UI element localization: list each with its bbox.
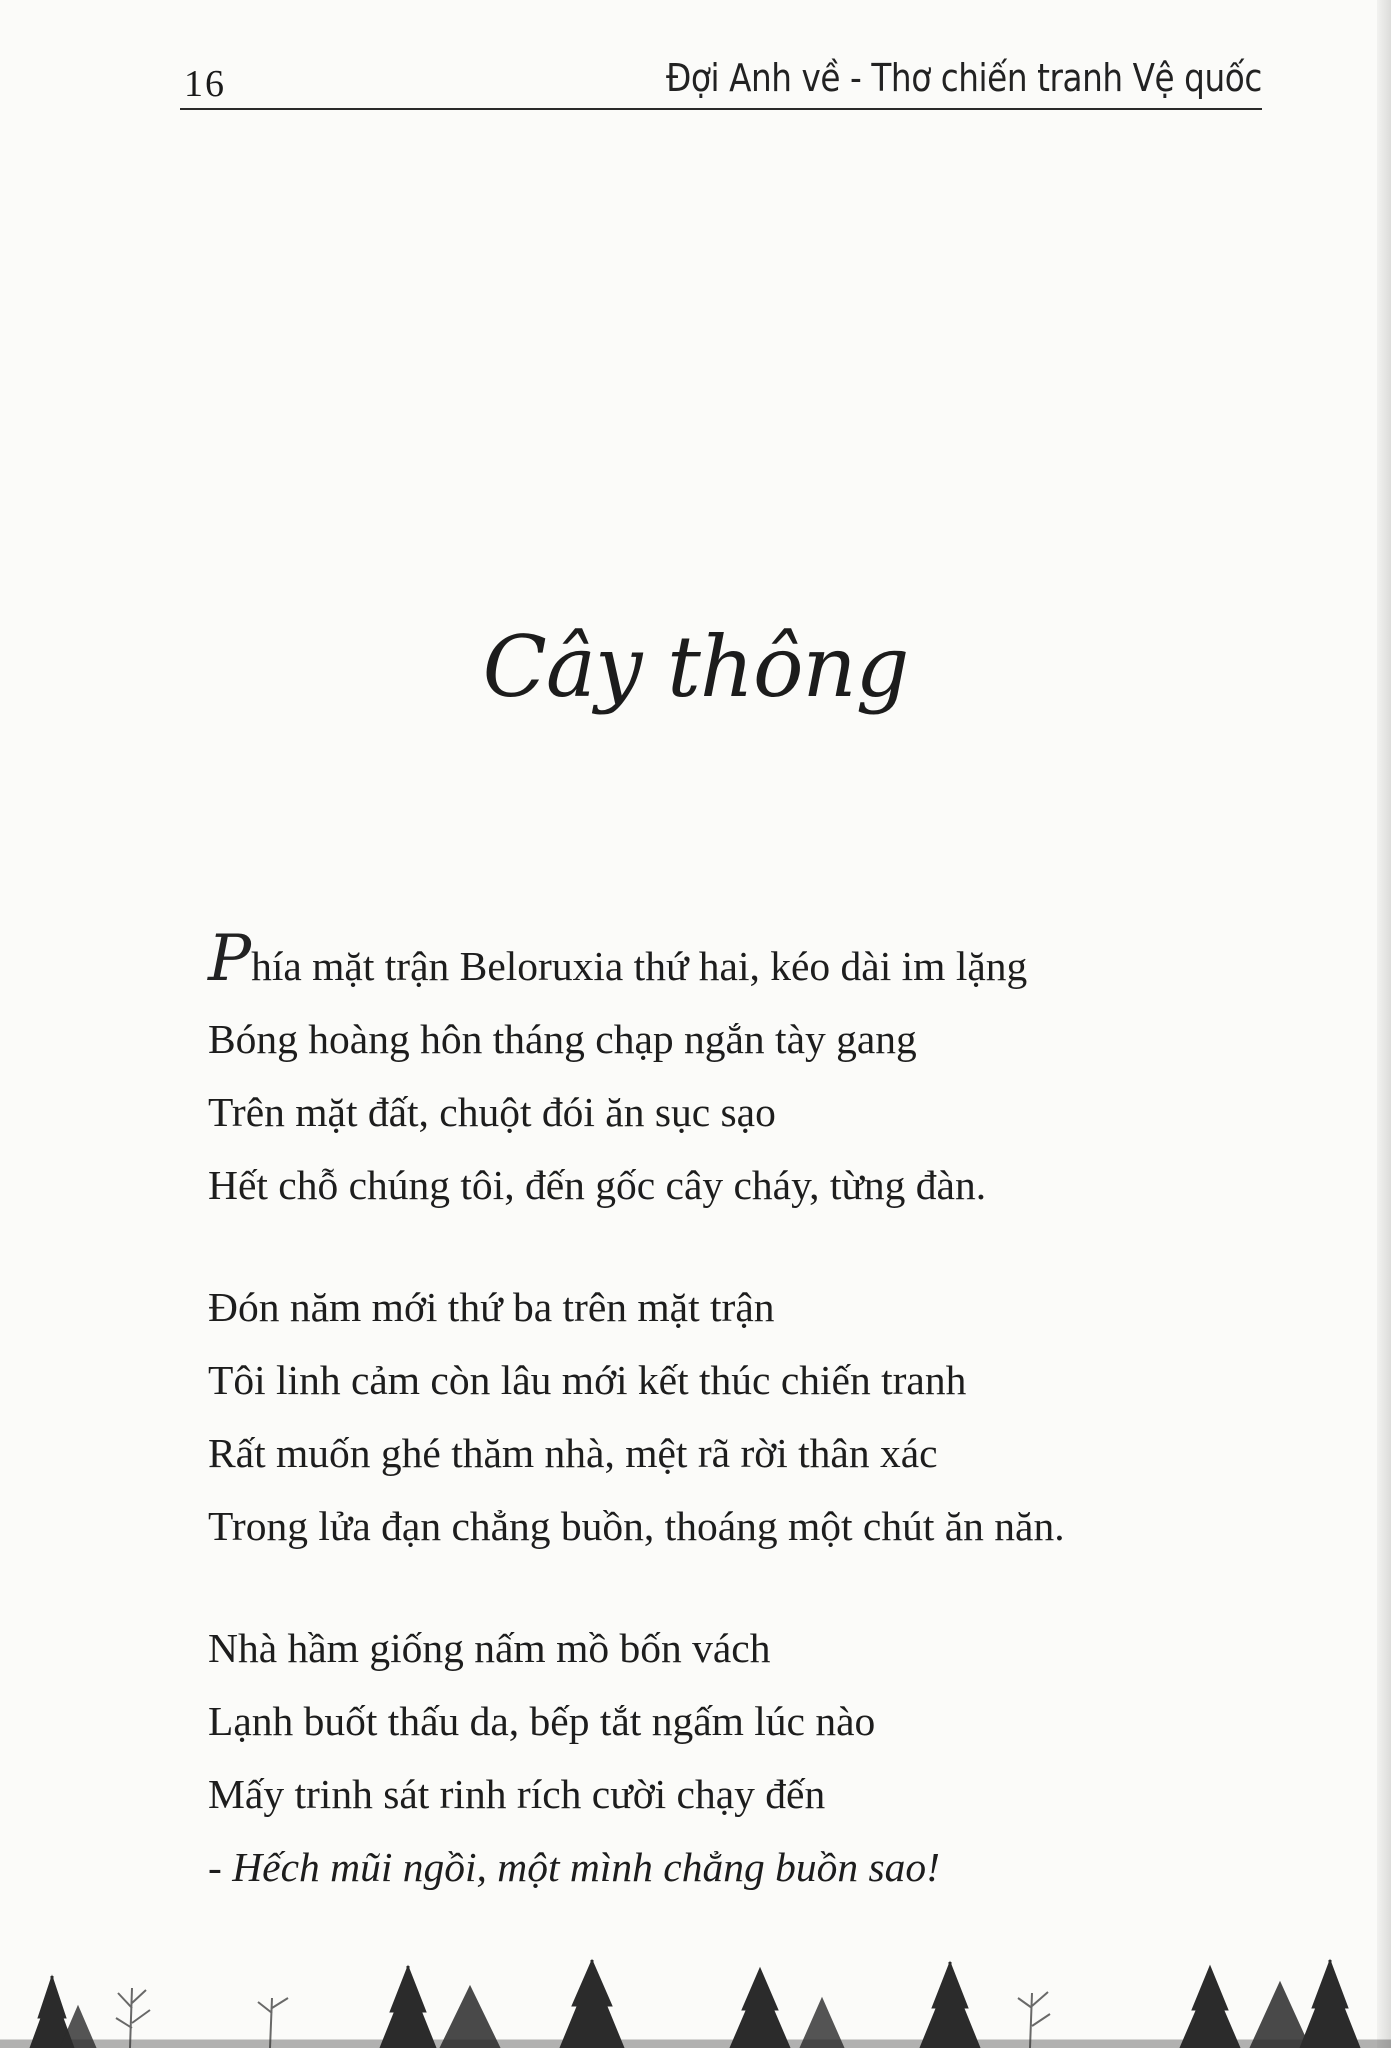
running-header — [180, 52, 1262, 112]
poem-line-text: hía mặt trận Beloruxia thứ hai, kéo dài im lặng — [251, 943, 1028, 989]
running-title: Đợi Anh về - Thơ chiến tranh Vệ quốc — [666, 56, 1262, 100]
poem-title: Cây thông — [482, 618, 909, 716]
poem-line: Trong lửa đạn chẳng buồn, thoáng một chút ăn năn. — [208, 1503, 1065, 1549]
page-number: 16 — [184, 63, 226, 105]
poem-line — [208, 922, 1208, 1003]
poem-line: Nhà hầm giống nấm mồ bốn vách — [208, 1625, 771, 1671]
pine-forest-illustration — [0, 1948, 1391, 2048]
poem-line: Trên mặt đất, chuột đói ăn sục sạo — [208, 1089, 776, 1135]
poem-line: Đón năm mới thứ ba trên mặt trận — [208, 1284, 775, 1330]
poem-line: Lạnh buốt thấu da, bếp tắt ngấm lúc nào — [208, 1698, 876, 1744]
poem-line: Bóng hoàng hôn tháng chạp ngắn tày gang — [208, 1016, 917, 1062]
page-edge-shadow — [1377, 0, 1391, 2048]
stanza — [208, 1271, 1208, 1563]
poem-line: Rất muốn ghé thăm nhà, mệt rã rời thân xác — [208, 1430, 938, 1476]
drop-cap: P — [208, 922, 252, 996]
poem-line: Tôi linh cảm còn lâu mới kết thúc chiến tranh — [208, 1357, 967, 1403]
stanza — [208, 922, 1208, 1222]
poem-body — [208, 922, 1208, 1953]
poem-line: Mấy trinh sát rinh rích cười chạy đến — [208, 1771, 826, 1817]
poem-line-dialogue: - Hếch mũi ngồi, một mình chẳng buồn sao! — [208, 1844, 940, 1890]
poem-line: Hết chỗ chúng tôi, đến gốc cây cháy, từng đàn. — [208, 1162, 987, 1208]
header-rule — [180, 108, 1262, 110]
stanza — [208, 1612, 1208, 1904]
